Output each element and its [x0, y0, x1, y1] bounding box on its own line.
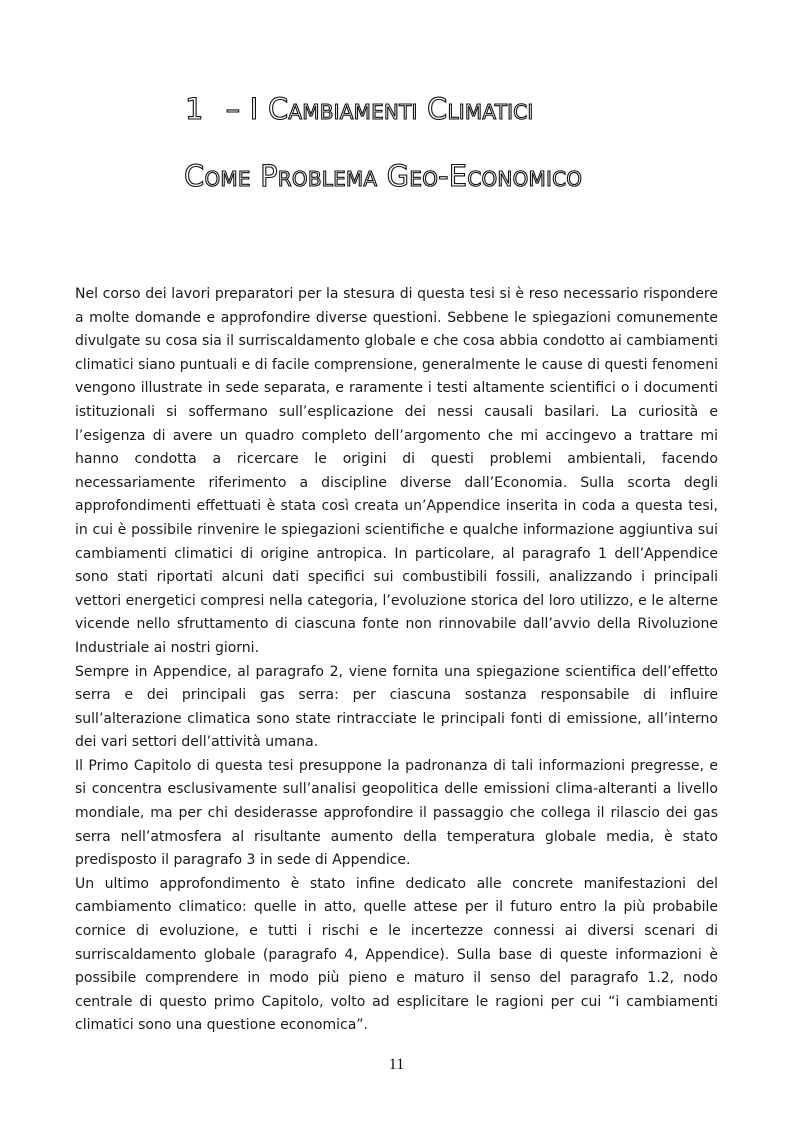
chapter-number: 1 [185, 92, 204, 126]
chapter-title-line-2: Come Problema Geo-Economico [184, 159, 583, 193]
paragraph-3: Il Primo Capitolo di questa tesi presuppone la padronanza di tali informazioni pregresse, e si concentra esclusivamente sull’analisi geopolitica delle emissioni clima-alteranti a livello mondiale, ma per chi desiderasse approfondire il passaggio che collega il rilascio dei gas serra nell’atmosfera al risultante aumento della temperatura globale media, è stato predisposto il paragrafo 3 in sede di Appendice. [75, 757, 718, 869]
body-text [75, 283, 718, 1038]
chapter-title-text: – I Cambiamenti Climatici [225, 92, 534, 126]
paragraph-2: Sempre in Appendice, al paragrafo 2, viene fornita una spiegazione scientifica dell’effetto serra e dei principali gas serra: per ciascuna sostanza responsabile di influire sull’alterazione climatica sono state rintracciate le principali fonti di emissione, all’interno dei vari settori dell’attività umana. [75, 663, 718, 751]
chapter-title-line-1 [185, 92, 533, 126]
paragraph-1: Nel corso dei lavori preparatori per la stesura di questa tesi si è reso necessario rispondere a molte domande e approfondire diverse questioni. Sebbene le spiegazioni comunemente divulgate su cosa sia il surriscaldamento globale e che cosa abbia condotto ai cambiamenti climatici siano puntuali e di facile comprensione, generalmente le cause di questi fenomeni vengono illustrate in sede separata, e raramente i testi altamente scientifici o i documenti istituzionali si soffermano sull’esplicazione dei nessi causali basilari. La curiosità e l’esigenza di avere un quadro completo dell’argomento che mi accingevo a trattare mi hanno condotta a ricercare le origini di questi problemi ambientali, facendo necessariamente riferimento a discipline diverse dall’Economia. Sulla scorta degli approfondimenti effettuati è stata così creata un’Appendice inserita in coda a questa tesi, in cui è possibile rinvenire le spiegazioni scientifiche e qualche informazione aggiuntiva sui cambiamenti climatici di origine antropica. In particolare, al paragrafo 1 dell’Appendice sono stati riportati alcuni dati specifici sui combustibili fossili, analizzando i principali vettori energetici compresi nella categoria, l’evoluzione storica del loro utilizzo, e le alterne vicende nello sfruttamento di ciascuna fonte non rinnovabile dall’avvio della Rivoluzione Industriale ai nostri giorni. [75, 286, 718, 656]
paragraph-4: Un ultimo approfondimento è stato infine dedicato alle concrete manifestazioni del cambiamento climatico: quelle in atto, quelle attese per il futuro entro la più probabile cornice di evoluzione, e tutti i rischi e le incertezze connessi ai diversi scenari di surriscaldamento globale (paragrafo 4, Appendice). Sulla base di queste informazioni è possibile comprendere in modo più pieno e maturo il senso del paragrafo 1.2, nodo centrale di questo primo Capitolo, volto ad esplicitare le ragioni per cui “i cambiamenti climatici sono una questione economica”. [75, 875, 718, 1034]
page-number: 11 [388, 1056, 405, 1073]
